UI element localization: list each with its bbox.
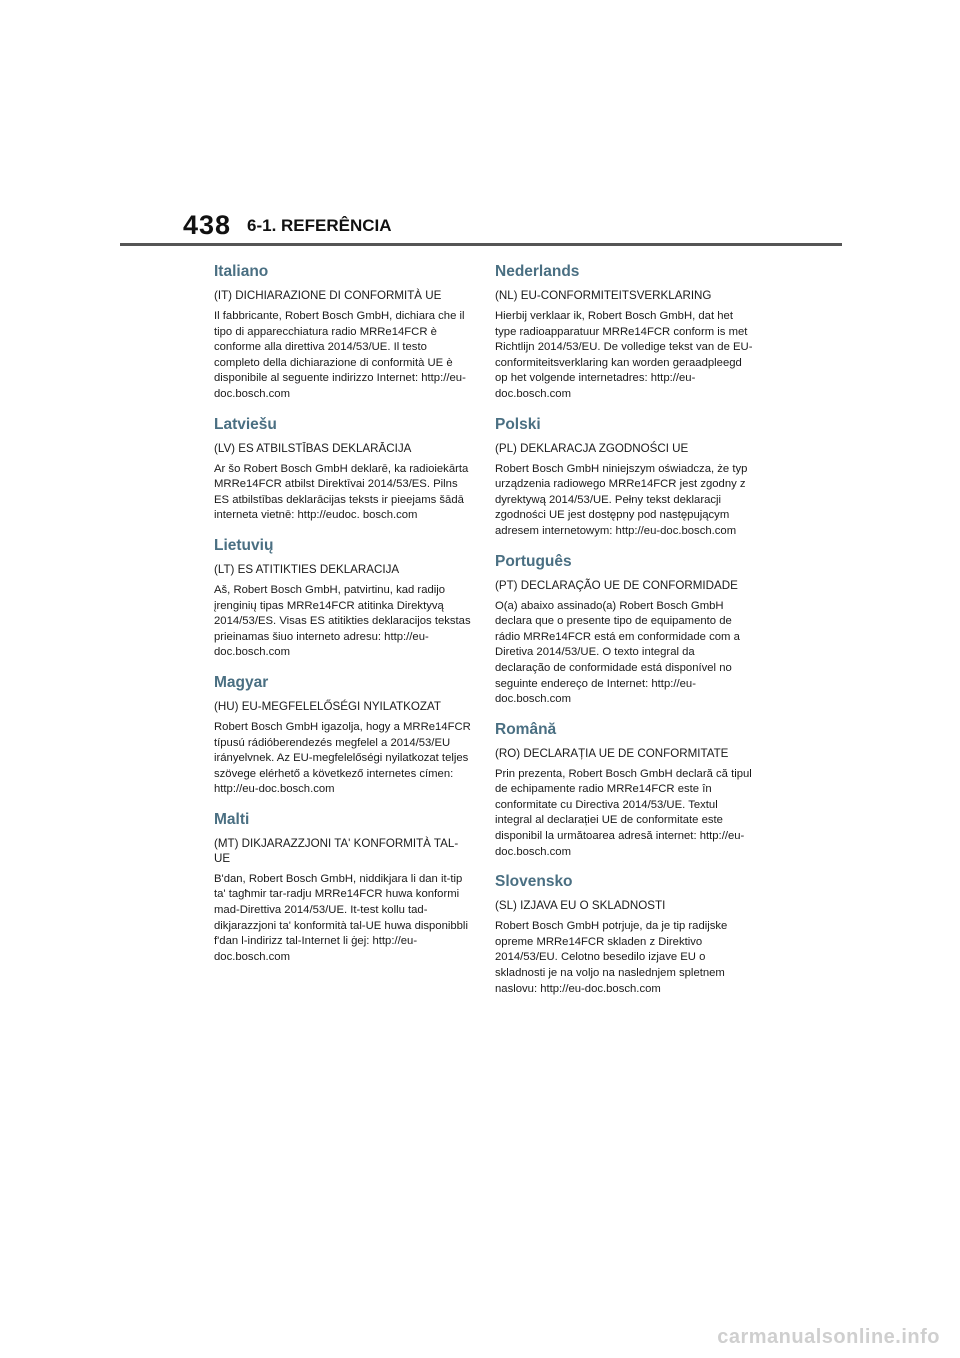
chapter-title: 6-1. REFERÊNCIA — [247, 216, 392, 235]
section-malti — [214, 810, 472, 966]
language-heading: Lietuvių — [214, 536, 274, 554]
declaration-title: (MT) DIKJARAZZJONI TA' KONFORMITÀ TAL-UE — [214, 836, 459, 865]
watermark: carmanualsonline.info — [717, 1326, 940, 1348]
left-column — [214, 262, 472, 977]
declaration-title: (NL) EU-CONFORMITEITSVERKLARING — [495, 289, 712, 302]
header-divider — [120, 243, 842, 246]
declaration-text: Robert Bosch GmbH niniejszym oświadcza, że typ urządzenia radiowego MRRe14FCR jest zgodny z dyrektywą 2014/53/UE. Pełny tekst deklaracji zgodności UE jest dostępny pod następującym adresem internetowym: http://eu-doc.bosch.com — [495, 462, 748, 537]
declaration-text: O(a) abaixo assinado(a) Robert Bosch GmbH declara que o presente tipo de equipamento de rádio MRRe14FCR está em conformidade com a Diretiva 2014/53/UE. O texto integral da declaração de conformidade está disponível no seguinte endereço de Internet: http://eu-doc.bosch.com — [495, 599, 740, 706]
section-lietuviu — [214, 536, 472, 661]
declaration-title: (IT) DICHIARAZIONE DI CONFORMITÀ UE — [214, 289, 442, 302]
section-slovensko — [495, 872, 753, 997]
declaration-title: (SL) IZJAVA EU O SKLADNOSTI — [495, 899, 666, 913]
language-heading: Slovensko — [495, 873, 573, 891]
section-italiano — [214, 262, 472, 403]
declaration-title: (PL) DEKLARACJA ZGODNOŚCI UE — [495, 441, 689, 455]
language-heading: Português — [495, 552, 572, 570]
declaration-text: B'dan, Robert Bosch GmbH, niddikjara li dan it-tip ta' tagħmir tar-radju MRRe14FCR huwa konformi mad-Direttiva 2014/53/UE. It-test kollu tad-dikjarazzjoni ta' konformità tal-UE huwa disponibbli f'dan l-indirizz tal-Internet li ġej: http://eu-doc.bosch.com — [214, 872, 468, 963]
declaration-title: (LT) ES ATITIKTIES DEKLARACIJA — [214, 562, 400, 576]
section-latviesu — [214, 415, 472, 524]
declaration-title: (RO) DECLARAȚIA UE DE CONFORMITATE — [495, 746, 729, 760]
language-heading: Latviešu — [214, 415, 277, 433]
section-magyar — [214, 673, 472, 798]
page-header — [0, 0, 960, 250]
language-heading: Nederlands — [495, 263, 580, 280]
language-heading: Polski — [495, 415, 541, 433]
language-heading: Magyar — [214, 673, 269, 691]
declaration-title: (LV) ES ATBILSTĪBAS DEKLARĀCIJA — [214, 441, 412, 455]
right-column — [495, 262, 753, 1009]
page-number: 438 — [183, 210, 232, 240]
declaration-title: (HU) EU-MEGFELELŐSÉGI NYILATKOZAT — [214, 699, 441, 713]
language-heading: Română — [495, 720, 557, 738]
declaration-title: (PT) DECLARAÇÃO UE DE CONFORMIDADE — [495, 578, 738, 592]
declaration-text: Aš, Robert Bosch GmbH, patvirtinu, kad radijo įrenginių tipas MRRe14FCR atitinka Direktyvą 2014/53/ES. Visas ES atitikties deklaracijos tekstas prieinamas šiuo interneto adresu: http://eu-doc.bosch.com — [214, 583, 471, 659]
language-heading: Italiano — [214, 263, 269, 280]
section-romana — [495, 720, 753, 861]
declaration-text: Il fabbricante, Robert Bosch GmbH, dichiara che il tipo di apparecchiatura radio MRRe14FCR è conforme alla direttiva 2014/53/UE. Il testo completo della dichiarazione di conformità UE è disponibile al seguente indirizzo Internet: http://eu-doc.bosch.com — [214, 310, 466, 400]
section-nederlands — [495, 262, 753, 403]
declaration-text: Robert Bosch GmbH potrjuje, da je tip radijske opreme MRRe14FCR skladen z Direktivo 2014/53/EU. Celotno besedilo izjave EU o skladnosti je na voljo na naslednjem spletnem naslovu: http://eu-doc.bosch.com — [495, 920, 728, 995]
declaration-text: Ar šo Robert Bosch GmbH deklarē, ka radioiekārta MRRe14FCR atbilst Direktīvai 2014/53/ES. Pilns ES atbilstības deklarācijas teksts ir pieejams šādā interneta vietnē: http://eudoc. bosch.com — [214, 462, 469, 522]
declaration-text: Hierbij verklaar ik, Robert Bosch GmbH, dat het type radioapparatuur MRRe14FCR conform is met Richtlijn 2014/53/EU. De volledige tekst van de EU-conformiteitsverklaring kan worden geraadpleegd op het volgende internetadres: http://eu-doc.bosch.com — [495, 310, 753, 400]
declaration-text: Prin prezenta, Robert Bosch GmbH declară că tipul de echipamente radio MRRe14FCR este în conformitate cu Directiva 2014/53/UE. Textul integral al declarației UE de conformitate este disponibil la următoarea adresă internet: http://eu-doc.bosch.com — [495, 767, 752, 858]
language-heading: Malti — [214, 810, 250, 828]
declaration-text: Robert Bosch GmbH igazolja, hogy a MRRe14FCR típusú rádióberendezés megfelel a 2014/53/EU irányelvnek. Az EU-megfelelőségi nyilatkozat teljes szövege elérhető a következő internetes címen: http://eu-doc.bosch.com — [214, 720, 471, 796]
section-polski — [495, 415, 753, 540]
section-portugues — [495, 552, 753, 708]
